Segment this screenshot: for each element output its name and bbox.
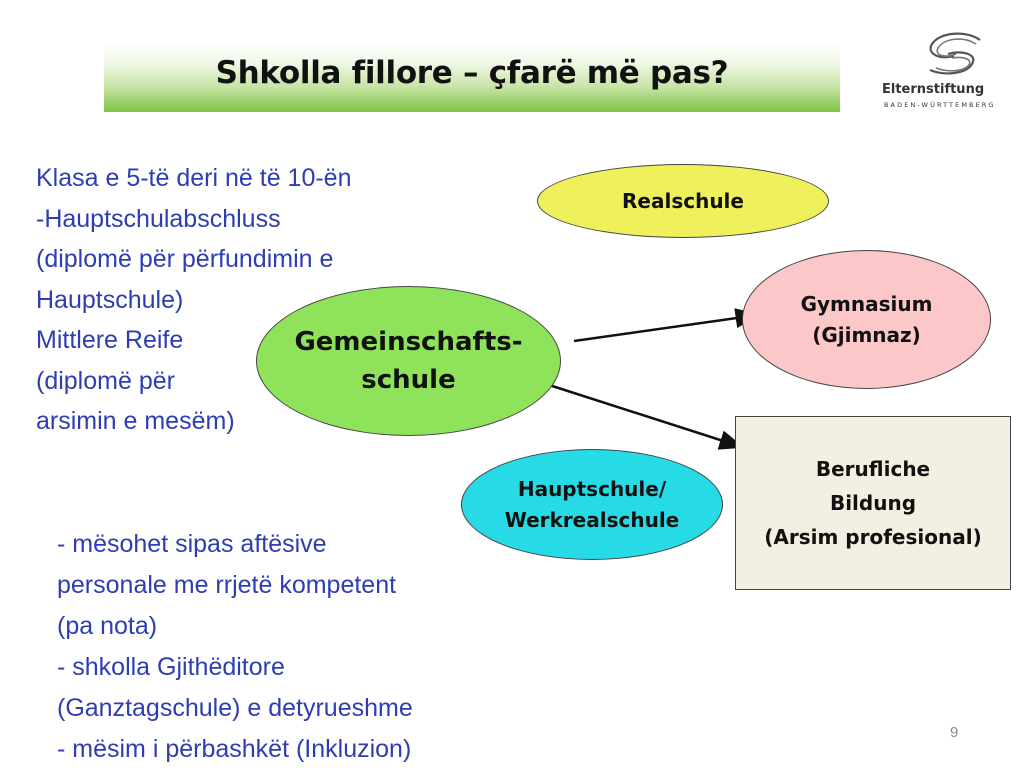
berufliche-bildung-node xyxy=(735,416,1011,590)
hauptschule-node xyxy=(461,449,723,560)
left-text-line: arsimin e mesëm) xyxy=(36,407,235,435)
realschule-label: Realschule xyxy=(622,189,744,213)
bottom-text-line: personale me rrjetë kompetent xyxy=(57,571,397,599)
berufliche-label-line: Berufliche xyxy=(815,457,931,481)
berufliche-label-line: (Arsim profesional) xyxy=(764,525,982,549)
hauptschule-label-line: Hauptschule/ xyxy=(517,476,667,501)
gemeinschaftsschule-node xyxy=(256,286,561,436)
logo-subtitle: BADEN-WÜRTTEMBERG xyxy=(884,101,996,109)
hauptschule-label-line: Werkrealschule xyxy=(504,507,680,532)
gymnasium-label-line: Gymnasium xyxy=(800,291,933,316)
gymnasium-node xyxy=(742,250,991,389)
left-text-line: Klasa e 5-të deri në të 10-ën xyxy=(36,164,352,192)
logo-name: Elternstiftung xyxy=(882,82,985,97)
bottom-text-line: (pa nota) xyxy=(57,612,158,640)
left-text-line: -Hauptschulabschluss xyxy=(36,204,281,233)
arrow-to-berufliche xyxy=(546,384,742,447)
left-text-line: (diplomë për xyxy=(36,366,175,395)
arrow-to-gymnasium xyxy=(574,315,758,341)
bottom-text-block xyxy=(57,524,413,770)
realschule-node xyxy=(537,164,829,238)
slide-title: Shkolla fillore – çfarë më pas? xyxy=(215,55,729,91)
gemeinschaftsschule-label-line: schule xyxy=(361,365,456,395)
left-text-line: Mittlere Reife xyxy=(36,326,184,354)
bottom-text-line: - shkolla Gjithëditore xyxy=(57,653,285,681)
gymnasium-label-line: (Gjimnaz) xyxy=(812,322,921,347)
gemeinschaftsschule-label-line: Gemeinschafts- xyxy=(294,327,523,357)
bottom-text-line: (Ganztagschule) e detyrueshme xyxy=(57,694,413,722)
bottom-text-line: - mësohet sipas aftësive xyxy=(57,530,327,558)
left-text-line: (diplomë për përfundimin e xyxy=(36,245,334,273)
berufliche-label-line: Bildung xyxy=(829,491,917,515)
bottom-text-line: - mësim i përbashkët (Inkluzion) xyxy=(57,735,412,763)
left-text-line: Hauptschule) xyxy=(36,285,184,314)
page-number: 9 xyxy=(950,724,959,741)
